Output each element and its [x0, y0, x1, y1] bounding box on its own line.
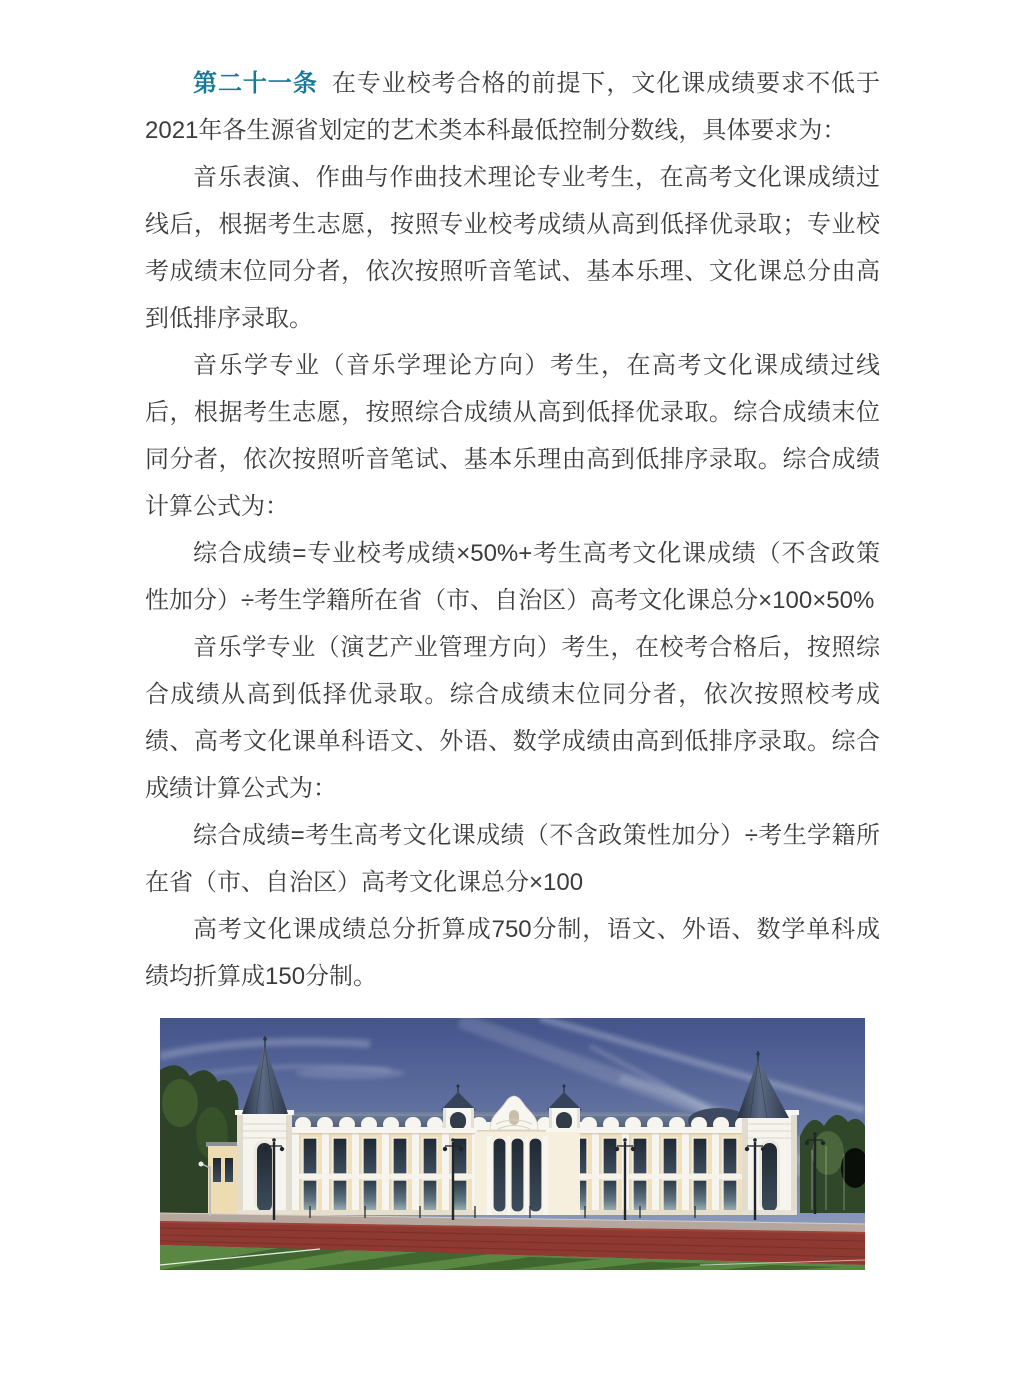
campus-building-photo [160, 1018, 865, 1270]
article-text-block [145, 60, 880, 1000]
article-paragraph: 音乐学专业（音乐学理论方向）考生，在高考文化课成绩过线后，根据考生志愿，按照综合成绩从高到低择优录取。综合成绩末位同分者，依次按照听音笔试、基本乐理由高到低排序录取。综合成绩计算公式为： [145, 352, 880, 520]
article-paragraph: 音乐表演、作曲与作曲技术理论专业考生，在高考文化课成绩过线后，根据考生志愿，按照专业校考成绩从高到低择优录取；专业校考成绩末位同分者，依次按照听音笔试、基本乐理、文化课总分由高到低排序录取。 [145, 164, 880, 332]
article-paragraph: 高考文化课成绩总分折算成750分制，语文、外语、数学单科成绩均折算成150分制。 [145, 916, 880, 990]
article-paragraph: 音乐学专业（演艺产业管理方向）考生，在校考合格后，按照综合成绩从高到低择优录取。综合成绩末位同分者，依次按照校考成绩、高考文化课单科语文、外语、数学成绩由高到低排序录取。综合成绩计算公式为： [145, 634, 880, 802]
paragraph-text: 在专业校考合格的前提下，文化课成绩要求不低于2021年各生源省划定的艺术类本科最低控制分数线，具体要求为： [145, 70, 881, 144]
corner-tower-right [740, 1110, 799, 1215]
corner-tower-left [235, 1110, 294, 1215]
article-paragraph-formula: 综合成绩=专业校考成绩×50%+考生高考文化课成绩（不含政策性加分）÷考生学籍所在省（市、自治区）高考文化课总分×100×50% [145, 540, 880, 614]
article-paragraph [145, 60, 880, 154]
article-paragraph-formula: 综合成绩=考生高考文化课成绩（不含政策性加分）÷考生学籍所在省（市、自治区）高考文化课总分×100 [145, 822, 880, 896]
article-number-label: 第二十一条 [193, 70, 318, 97]
